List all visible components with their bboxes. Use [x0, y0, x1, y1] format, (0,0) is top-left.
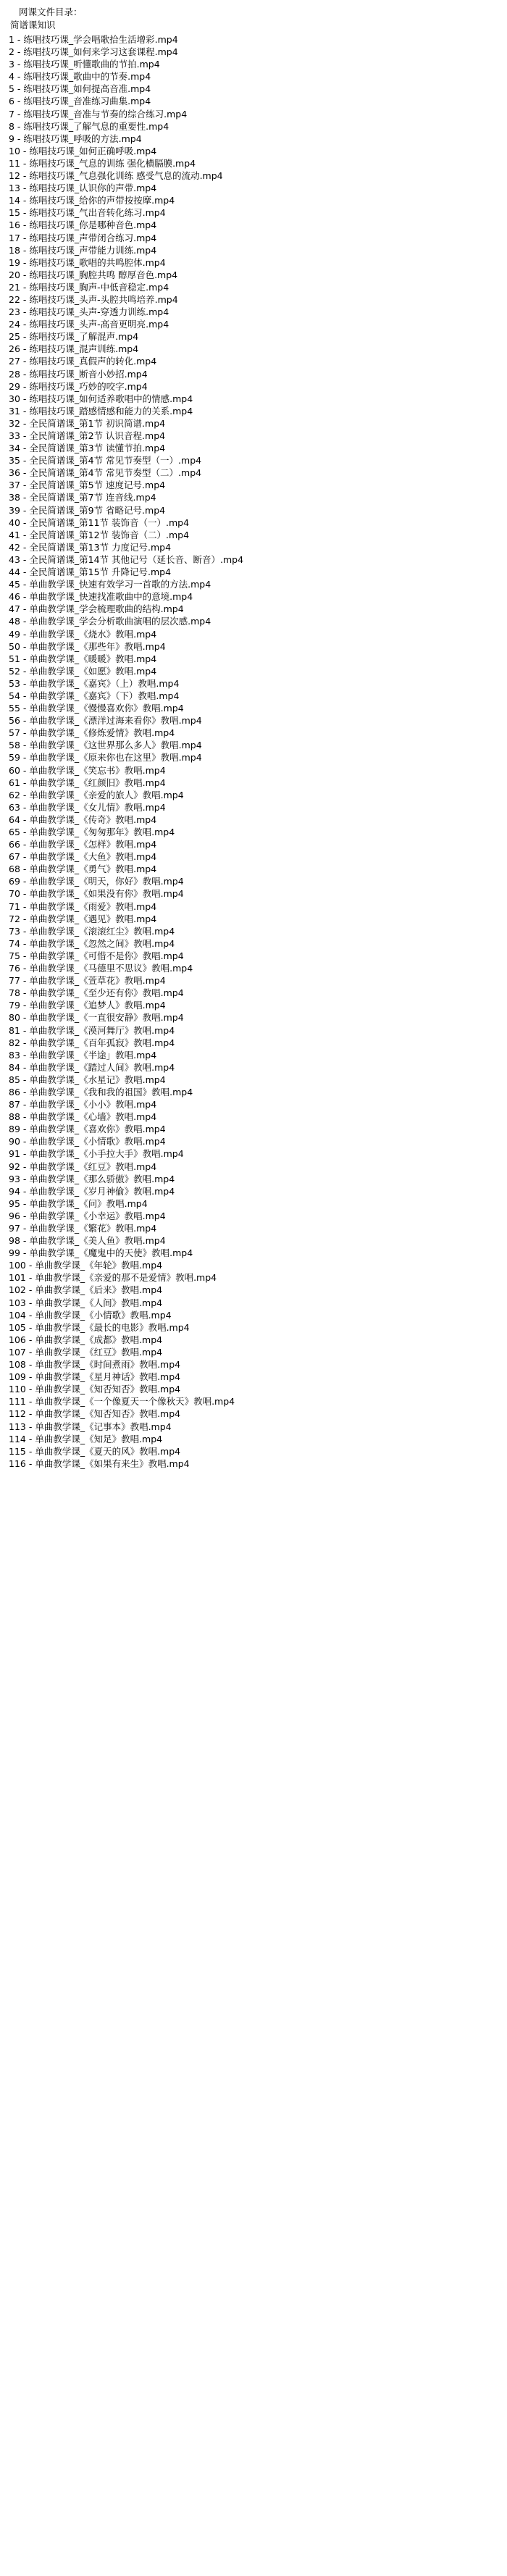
list-item: 11 - 练唱技巧课_气息的训练 强化横膈膜.mp4	[9, 157, 196, 169]
list-item: 89 - 单曲教学课_《喜欢你》教唱.mp4	[9, 1124, 166, 1135]
list-item: 98 - 单曲教学课_《美人鱼》教唱.mp4	[9, 1235, 166, 1247]
section-title: 简谱课知识	[10, 20, 56, 30]
list-item: 86 - 单曲教学课_《我和我的祖国》教唱.mp4	[9, 1086, 193, 1097]
list-item: 29 - 练唱技巧课_巧妙的咬字.mp4	[9, 380, 148, 392]
list-item: 94 - 单曲教学课_《岁月神偷》教唱.mp4	[9, 1185, 175, 1197]
list-item: 54 - 单曲教学课_《嘉宾》（下）教唱.mp4	[9, 690, 180, 701]
list-item: 77 - 单曲教学课_《萱草花》教唱.mp4	[9, 975, 166, 987]
list-item: 104 - 单曲教学课_《小情歌》教唱.mp4	[9, 1309, 172, 1321]
list-item: 53 - 单曲教学课_《嘉宾》（上）教唱.mp4	[9, 677, 180, 689]
list-item: 82 - 单曲教学课_《百年孤寂》教唱.mp4	[9, 1037, 175, 1048]
list-item: 64 - 单曲教学课_《传奇》教唱.mp4	[9, 814, 157, 825]
list-item: 4 - 练唱技巧课_歌曲中的节奏.mp4	[9, 71, 151, 83]
list-item: 88 - 单曲教学课_《心墙》教唱.mp4	[9, 1111, 157, 1123]
list-item: 58 - 单曲教学课_《这世界那么多人》教唱.mp4	[9, 740, 202, 751]
list-item: 12 - 练唱技巧课_气息强化训练 感受气息的流动.mp4	[9, 170, 223, 182]
list-item: 78 - 单曲教学课_《至少还有你》教唱.mp4	[9, 987, 184, 999]
list-item: 60 - 单曲教学课_《笑忘书》教唱.mp4	[9, 764, 166, 776]
list-item: 30 - 练唱技巧课_如何适养歌唱中的情感.mp4	[9, 393, 193, 404]
list-item: 55 - 单曲教学课_《慢慢喜欢你》教唱.mp4	[9, 703, 184, 714]
list-item: 115 - 单曲教学课_《夏天的风》教唱.mp4	[9, 1445, 181, 1457]
list-item: 23 - 练唱技巧课_头声-穿透力训练.mp4	[9, 306, 169, 318]
list-item: 91 - 单曲教学课_《小手拉大手》教唱.mp4	[9, 1148, 184, 1160]
list-item: 103 - 单曲教学课_《人间》教唱.mp4	[9, 1297, 163, 1308]
list-item: 111 - 单曲教学课_《一个像夏天一个像秋天》教唱.mp4	[9, 1396, 235, 1408]
list-item: 105 - 单曲教学课_《最长的电影》教唱.mp4	[9, 1321, 190, 1333]
list-item: 93 - 单曲教学课_《那么骄傲》教唱.mp4	[9, 1173, 175, 1184]
list-item: 31 - 练唱技巧课_踏感情感和能力的关系.mp4	[9, 405, 193, 417]
list-item: 51 - 单曲教学课_《暖暖》教唱.mp4	[9, 653, 157, 664]
list-item: 24 - 练唱技巧课_头声-高音更明亮.mp4	[9, 319, 169, 330]
list-item: 34 - 全民简谱课_第3节 读懂节拍.mp4	[9, 443, 166, 454]
list-item: 101 - 单曲教学课_《亲爱的那不是爱情》教唱.mp4	[9, 1272, 217, 1284]
list-item: 48 - 单曲教学课_学会分析歌曲演唱的层次感.mp4	[9, 616, 211, 627]
list-item: 113 - 单曲教学课_《记事本》教唱.mp4	[9, 1421, 172, 1432]
list-item: 100 - 单曲教学课_《年轮》教唱.mp4	[9, 1260, 163, 1271]
list-item: 69 - 单曲教学课_《明天，你好》教唱.mp4	[9, 876, 184, 887]
list-item: 35 - 全民简谱课_第4节 常见节奏型（一）.mp4	[9, 455, 202, 467]
list-item: 28 - 练唱技巧课_断音小妙招.mp4	[9, 368, 148, 380]
list-item: 16 - 练唱技巧课_你是哪种音色.mp4	[9, 219, 157, 231]
list-item: 41 - 全民简谱课_第12节 装饰音（二）.mp4	[9, 529, 190, 540]
list-item: 96 - 单曲教学课_《小幸运》教唱.mp4	[9, 1210, 166, 1221]
list-item: 63 - 单曲教学课_《女儿情》教唱.mp4	[9, 801, 166, 813]
list-item: 42 - 全民简谱课_第13节 力度记号.mp4	[9, 541, 172, 553]
list-item: 66 - 单曲教学课_《怎样》教唱.mp4	[9, 839, 157, 850]
list-item: 20 - 练唱技巧课_胸腔共鸣 醇厚音色.mp4	[9, 269, 178, 280]
list-item: 27 - 练唱技巧课_真假声的转化.mp4	[9, 356, 157, 367]
list-item: 6 - 练唱技巧课_音准练习曲集.mp4	[9, 96, 151, 107]
list-item: 1 - 练唱技巧课_学会唱歌拾生活增彩.mp4	[9, 34, 178, 45]
list-item: 26 - 练唱技巧课_混声训练.mp4	[9, 343, 139, 355]
list-item: 33 - 全民简谱课_第2节 认识音程.mp4	[9, 430, 166, 441]
list-item: 70 - 单曲教学课_《如果没有你》教唱.mp4	[9, 888, 184, 900]
list-item: 114 - 单曲教学课_《知足》教唱.mp4	[9, 1433, 163, 1444]
list-item: 21 - 练唱技巧课_胸声-中低音稳定.mp4	[9, 281, 169, 293]
list-item: 32 - 全民简谱课_第1节 初识简谱.mp4	[9, 417, 166, 429]
list-item: 39 - 全民简谱课_第9节 省略记号.mp4	[9, 504, 166, 516]
list-item: 95 - 单曲教学课_《问》教唱.mp4	[9, 1197, 148, 1209]
list-item: 102 - 单曲教学课_《后来》教唱.mp4	[9, 1284, 163, 1296]
list-item: 43 - 全民简谱课_第14节 其他记号（延长音、断音）.mp4	[9, 553, 244, 565]
list-item: 50 - 单曲教学课_《那些年》教唱.mp4	[9, 640, 166, 652]
list-item: 17 - 练唱技巧课_声带闭合练习.mp4	[9, 232, 157, 243]
list-item: 99 - 单曲教学课_《魔鬼中的天使》教唱.mp4	[9, 1247, 193, 1259]
list-item: 19 - 练唱技巧课_歌唱的共鸣腔体.mp4	[9, 256, 166, 268]
list-item: 46 - 单曲教学课_快速找准歌曲中的意境.mp4	[9, 591, 193, 603]
list-item: 85 - 单曲教学课_《水星记》教唱.mp4	[9, 1074, 166, 1085]
list-item: 81 - 单曲教学课_《漠河舞厅》教唱.mp4	[9, 1024, 175, 1036]
list-item: 15 - 练唱技巧课_气出音转化练习.mp4	[9, 207, 166, 219]
list-item: 76 - 单曲教学课_《马德里不思议》教唱.mp4	[9, 963, 193, 974]
list-item: 84 - 单曲教学课_《踏过人间》教唱.mp4	[9, 1061, 175, 1073]
list-item: 75 - 单曲教学课_《可惜不是你》教唱.mp4	[9, 950, 184, 961]
list-item: 80 - 单曲教学课_《一直很安静》教唱.mp4	[9, 1012, 184, 1024]
list-item: 22 - 练唱技巧课_头声-头腔共鸣培养.mp4	[9, 293, 178, 305]
list-item: 13 - 练唱技巧课_认识你的声带.mp4	[9, 183, 157, 194]
list-item: 18 - 练唱技巧课_声带能力训练.mp4	[9, 244, 157, 256]
list-item: 57 - 单曲教学课_《修炼爱情》教唱.mp4	[9, 727, 175, 739]
list-item: 49 - 单曲教学课_《烧水》教唱.mp4	[9, 628, 157, 640]
list-item: 47 - 单曲教学课_学会梳理歌曲的结构.mp4	[9, 603, 184, 615]
list-item: 90 - 单曲教学课_《小情歌》教唱.mp4	[9, 1136, 166, 1147]
list-item: 87 - 单曲教学课_《小小》教唱.mp4	[9, 1099, 157, 1111]
list-item: 116 - 单曲教学课_《如果有来生》教唱.mp4	[9, 1458, 190, 1469]
list-item: 7 - 练唱技巧课_音准与节奏的综合练习.mp4	[9, 108, 188, 120]
list-item: 71 - 单曲教学课_《雨爱》教唱.mp4	[9, 900, 157, 912]
list-item: 61 - 单曲教学课_《红颜旧》教唱.mp4	[9, 777, 166, 788]
list-item: 83 - 单曲教学课_《半途」教唱.mp4	[9, 1049, 157, 1061]
list-item: 68 - 单曲教学课_《勇气》教唱.mp4	[9, 863, 157, 875]
list-item: 109 - 单曲教学课_《星月神话》教唱.mp4	[9, 1371, 181, 1383]
list-item: 38 - 全民简谱课_第7节 连音线.mp4	[9, 492, 156, 503]
list-item: 3 - 练唱技巧课_听懂歌曲的节拍.mp4	[9, 59, 160, 70]
list-item: 52 - 单曲教学课_《如愿》教唱.mp4	[9, 665, 157, 677]
list-item: 5 - 练唱技巧课_如何提高音准.mp4	[9, 83, 151, 95]
page-title: 网课文件目录：	[19, 7, 83, 17]
list-item: 112 - 单曲教学课_《知否知否》教唱.mp4	[9, 1408, 181, 1420]
list-item: 92 - 单曲教学课_《红豆》教唱.mp4	[9, 1161, 157, 1172]
list-item: 10 - 练唱技巧课_如何正确呼吸.mp4	[9, 145, 157, 156]
list-item: 79 - 单曲教学课_《追梦人》教唱.mp4	[9, 1000, 166, 1011]
list-item: 62 - 单曲教学课_《亲爱的旅人》教唱.mp4	[9, 789, 184, 800]
list-item: 72 - 单曲教学课_《遇见》教唱.mp4	[9, 913, 157, 924]
list-item: 40 - 全民简谱课_第11节 装饰音（一）.mp4	[9, 517, 190, 528]
list-item: 74 - 单曲教学课_《忽然之间》教唱.mp4	[9, 937, 175, 949]
list-item: 9 - 练唱技巧课_呼吸的方法.mp4	[9, 133, 142, 144]
list-item: 2 - 练唱技巧课_如何来学习这套课程.mp4	[9, 46, 178, 58]
list-item: 67 - 单曲教学课_《大鱼》教唱.mp4	[9, 851, 157, 863]
list-item: 110 - 单曲教学课_《知否知否》教唱.mp4	[9, 1384, 181, 1395]
file-list	[9, 33, 500, 1470]
list-item: 14 - 练唱技巧课_给你的声带按按摩.mp4	[9, 195, 175, 206]
list-item: 56 - 单曲教学课_《漂洋过海来看你》教唱.mp4	[9, 715, 202, 727]
list-item: 108 - 单曲教学课_《时间煮雨》教唱.mp4	[9, 1359, 181, 1371]
list-item: 45 - 单曲教学课_快速有效学习一首歌的方法.mp4	[9, 579, 211, 590]
list-item: 37 - 全民简谱课_第5节 速度记号.mp4	[9, 480, 166, 491]
list-item: 106 - 单曲教学课_《成都》教唱.mp4	[9, 1334, 163, 1345]
list-item: 36 - 全民简谱课_第4节 常见节奏型（二）.mp4	[9, 467, 202, 479]
list-item: 65 - 单曲教学课_《匆匆那年》教唱.mp4	[9, 827, 175, 837]
list-item: 59 - 单曲教学课_《原来你也在这里》教唱.mp4	[9, 752, 202, 764]
list-item: 25 - 练唱技巧课_了解混声.mp4	[9, 331, 139, 343]
list-item: 44 - 全民简谱课_第15节 升降记号.mp4	[9, 566, 172, 578]
list-item: 97 - 单曲教学课_《繁花》教唱.mp4	[9, 1223, 157, 1234]
list-item: 73 - 单曲教学课_《滚滚红尘》教唱.mp4	[9, 925, 175, 937]
list-item: 107 - 单曲教学课_《红豆》教唱.mp4	[9, 1346, 163, 1358]
list-item: 8 - 练唱技巧课_了解气息的重要性.mp4	[9, 120, 169, 132]
